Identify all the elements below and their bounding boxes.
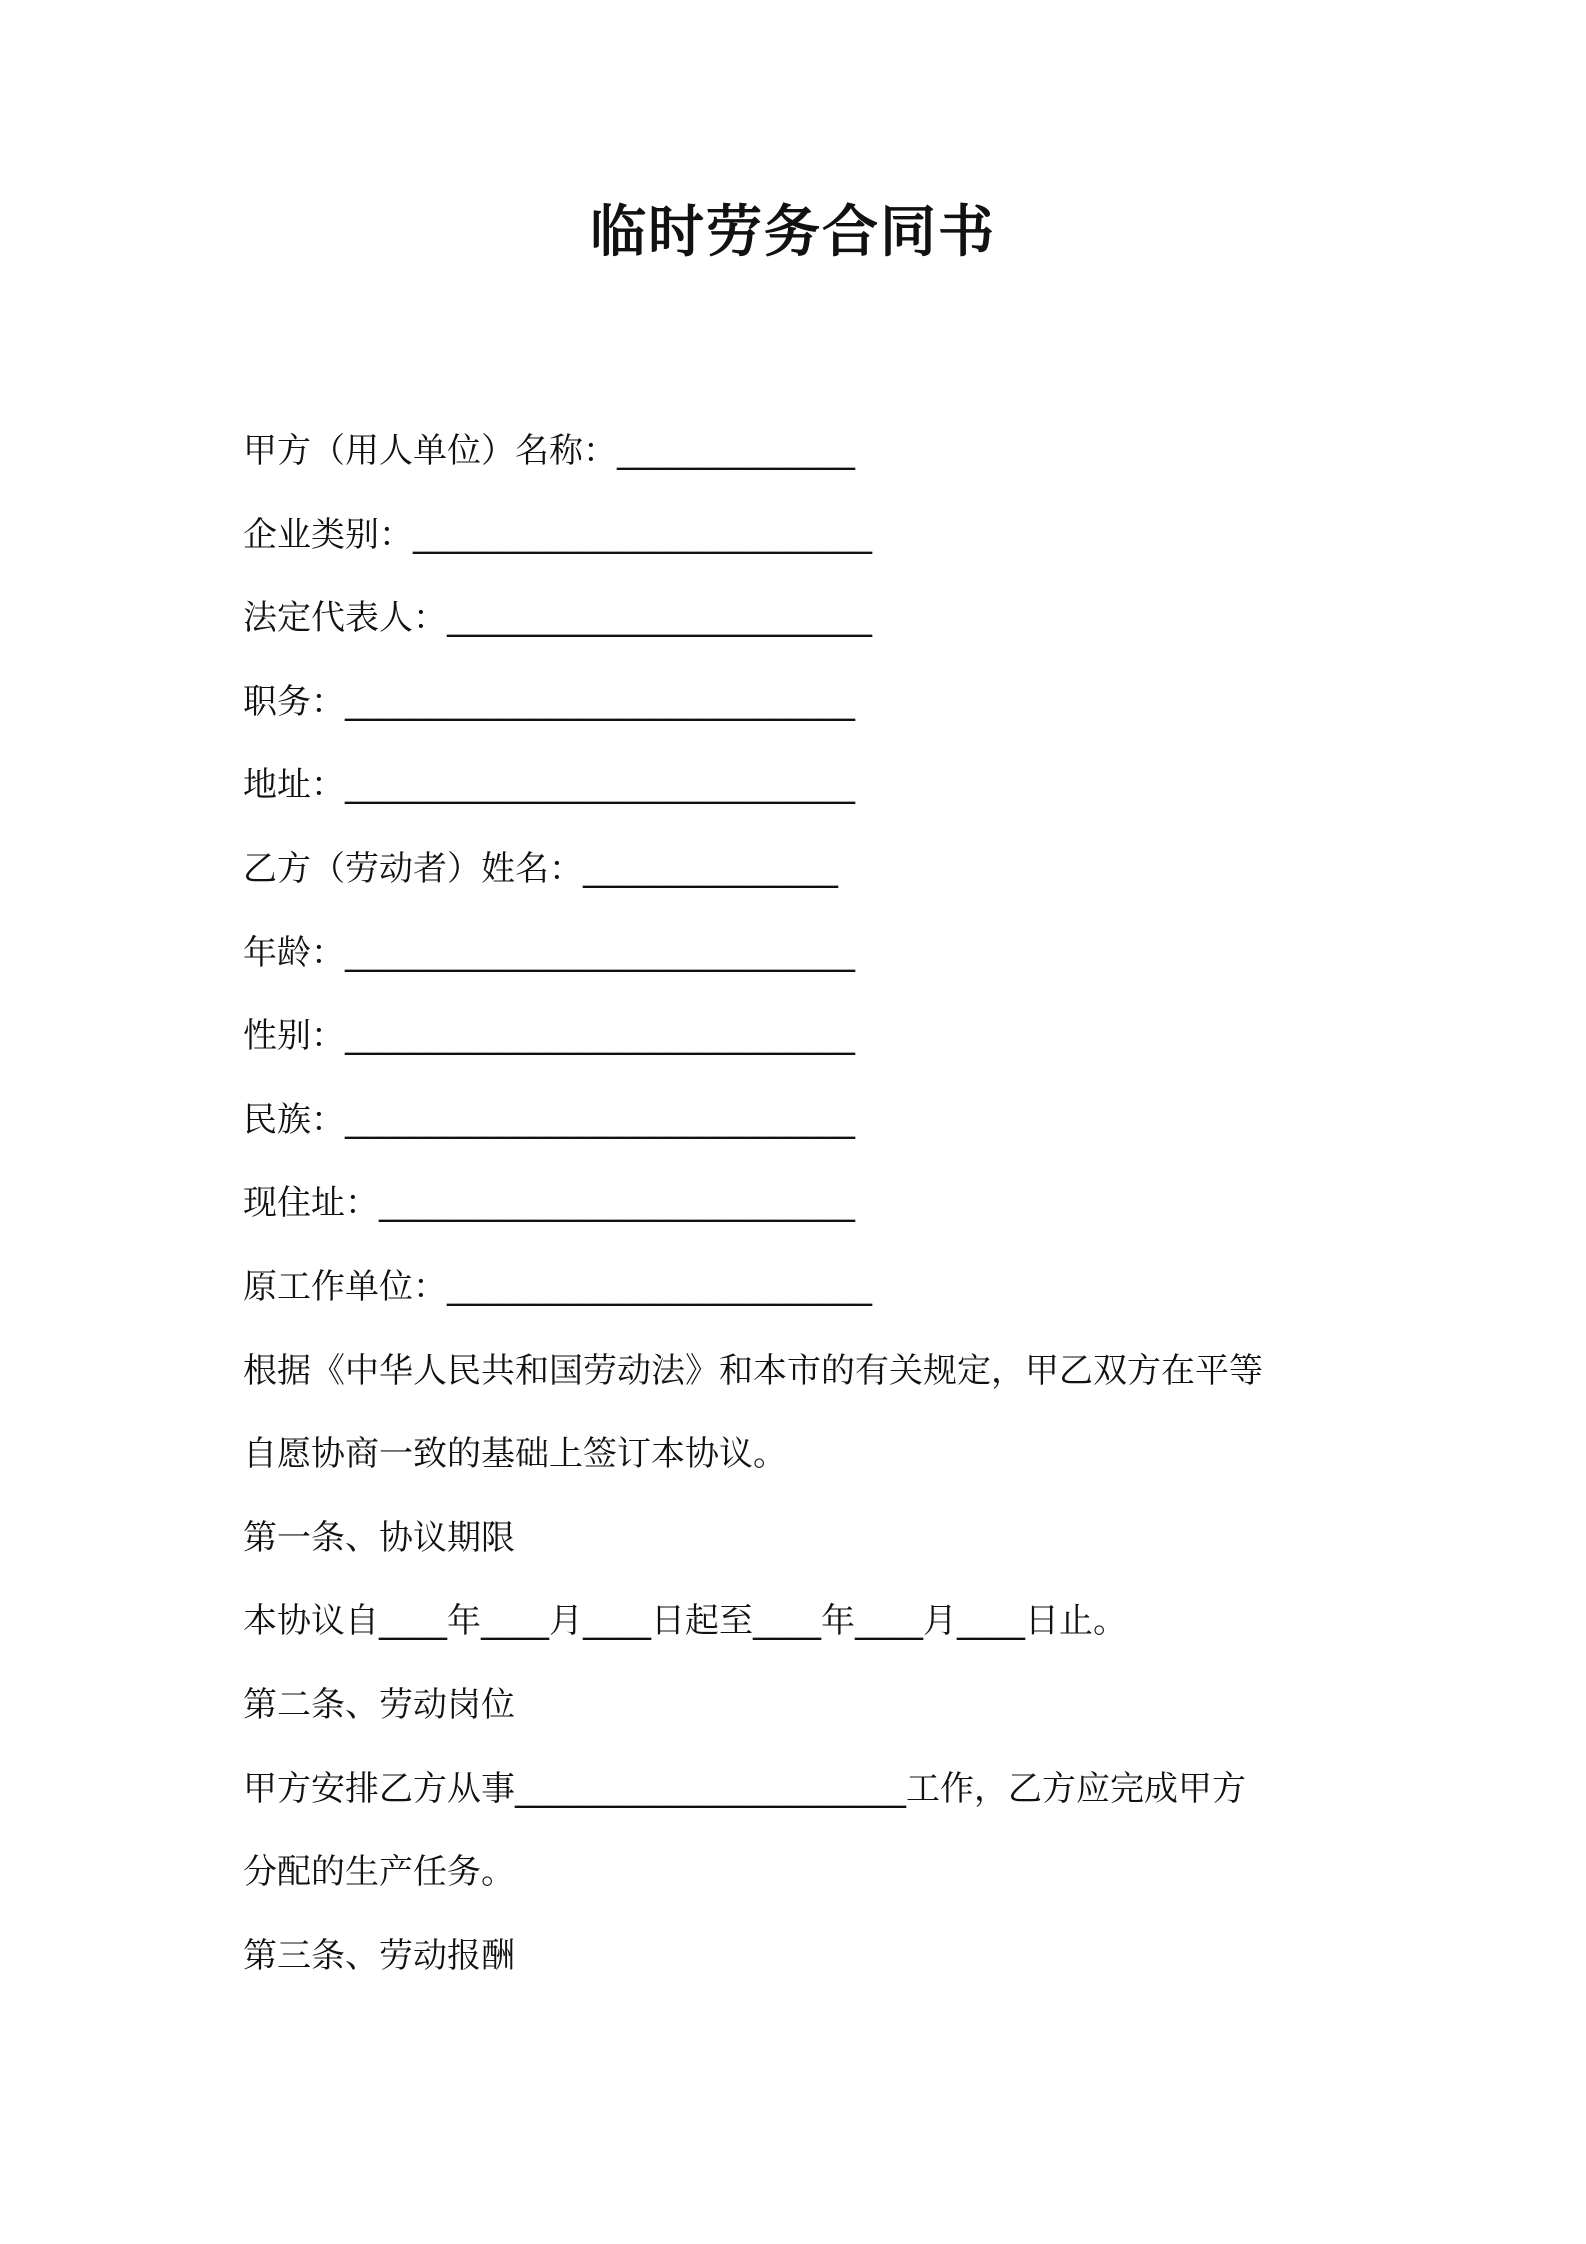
preamble-line-2: 自愿协商一致的基础上签订本协议。 (243, 1434, 787, 1475)
article-1-heading: 第一条、协议期限 (243, 1517, 515, 1558)
document-title: 临时劳务合同书 (590, 200, 996, 265)
gender-line: 性别：______________________________ (243, 1016, 855, 1057)
article-2-heading: 第二条、劳动岗位 (243, 1684, 515, 1725)
article-3-heading: 第三条、劳动报酬 (243, 1935, 515, 1976)
party-b-name-line: 乙方（劳动者）姓名：_______________ (243, 848, 838, 889)
address-line: 地址：______________________________ (243, 765, 855, 806)
article-2-line-1: 甲方安排乙方从事_______________________工作，乙方应完成甲方 (243, 1768, 1246, 1809)
preamble-line-1: 根据《中华人民共和国劳动法》和本市的有关规定，甲乙双方在平等 (243, 1350, 1263, 1391)
ethnicity-line: 民族：______________________________ (243, 1099, 855, 1140)
age-line: 年龄：______________________________ (243, 932, 855, 973)
party-a-name-line: 甲方（用人单位）名称：______________ (243, 431, 855, 471)
legal-representative-line: 法定代表人：_________________________ (243, 598, 872, 639)
current-address-line: 现住址：____________________________ (243, 1183, 855, 1224)
article-1-term-line: 本协议自____年____月____日起至____年____月____日止。 (243, 1601, 1127, 1642)
article-2-line-2: 分配的生产任务。 (243, 1852, 515, 1893)
enterprise-type-line: 企业类别：___________________________ (243, 514, 872, 555)
position-line: 职务：______________________________ (243, 681, 855, 722)
former-employer-line: 原工作单位：_________________________ (243, 1266, 872, 1307)
document-body (243, 410, 1383, 1998)
